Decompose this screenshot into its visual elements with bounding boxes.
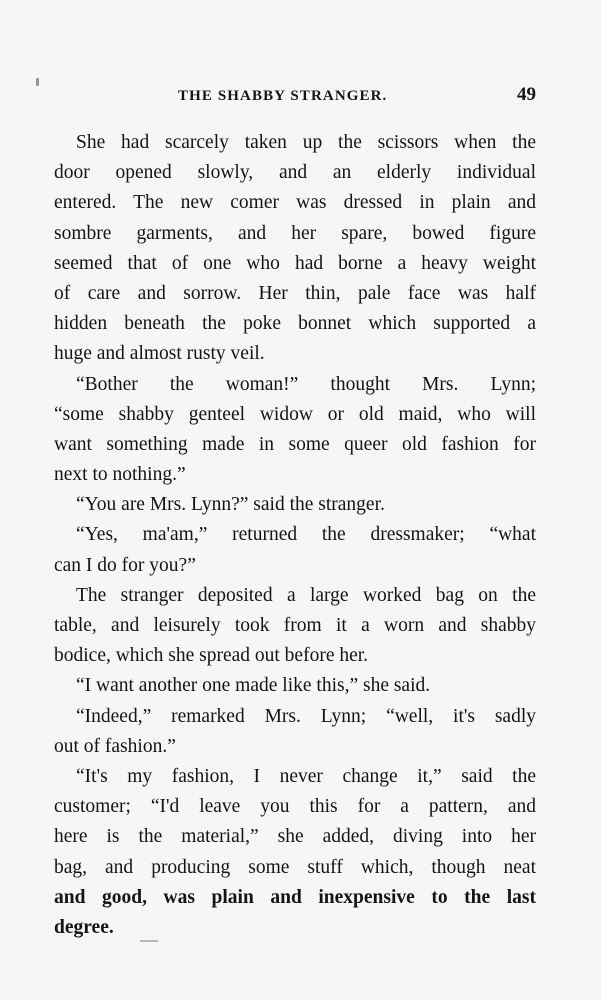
text-line: “some shabby genteel widow or old maid, who will — [54, 403, 536, 425]
body-text — [54, 128, 536, 943]
text-line: The stranger deposited a large worked bag on the — [76, 584, 536, 606]
print-smudge — [36, 78, 39, 86]
page-number: 49 — [517, 84, 536, 105]
text-line: next to nothing.” — [54, 464, 186, 486]
text-line: “It's my fashion, I never change it,” said the — [76, 765, 536, 787]
text-line: “Bother the woman!” thought Mrs. Lynn; — [76, 373, 536, 395]
text-line: “I want another one made like this,” she said. — [76, 675, 431, 697]
print-smudge — [140, 940, 158, 942]
text-line: want something made in some queer old fashion for — [54, 433, 536, 455]
text-line: and good, was plain and inexpensive to the last — [54, 886, 536, 908]
text-line: huge and almost rusty veil. — [54, 343, 265, 365]
text-line: “Indeed,” remarked Mrs. Lynn; “well, it's sadly — [76, 705, 536, 727]
text-line: bodice, which she spread out before her. — [54, 645, 369, 667]
text-line: seemed that of one who had borne a heavy weight — [54, 252, 536, 274]
text-line: door opened slowly, and an elderly individual — [54, 162, 536, 184]
text-line: sombre garments, and her spare, bowed figure — [54, 222, 536, 244]
running-title: THE SHABBY STRANGER. — [178, 88, 388, 104]
text-line: table, and leisurely took from it a worn and shabby — [54, 615, 536, 636]
text-line: She had scarcely taken up the scissors when the — [76, 132, 536, 153]
page-header — [54, 84, 536, 112]
text-line: out of fashion.” — [54, 735, 176, 757]
text-line: customer; “I'd leave you this for a pattern, and — [54, 796, 536, 818]
text-line: degree. — [54, 916, 114, 938]
text-line: of care and sorrow. Her thin, pale face was half — [54, 282, 536, 304]
text-line: “You are Mrs. Lynn?” said the stranger. — [76, 494, 385, 516]
text-line: here is the material,” she added, diving into her — [54, 826, 536, 848]
text-line: hidden beneath the poke bonnet which supported a — [54, 313, 536, 335]
text-line: entered. The new comer was dressed in plain and — [54, 192, 536, 214]
text-line: can I do for you?” — [54, 554, 196, 576]
text-line: bag, and producing some stuff which, though neat — [54, 856, 536, 878]
text-line: “Yes, ma'am,” returned the dressmaker; “what — [76, 524, 536, 546]
